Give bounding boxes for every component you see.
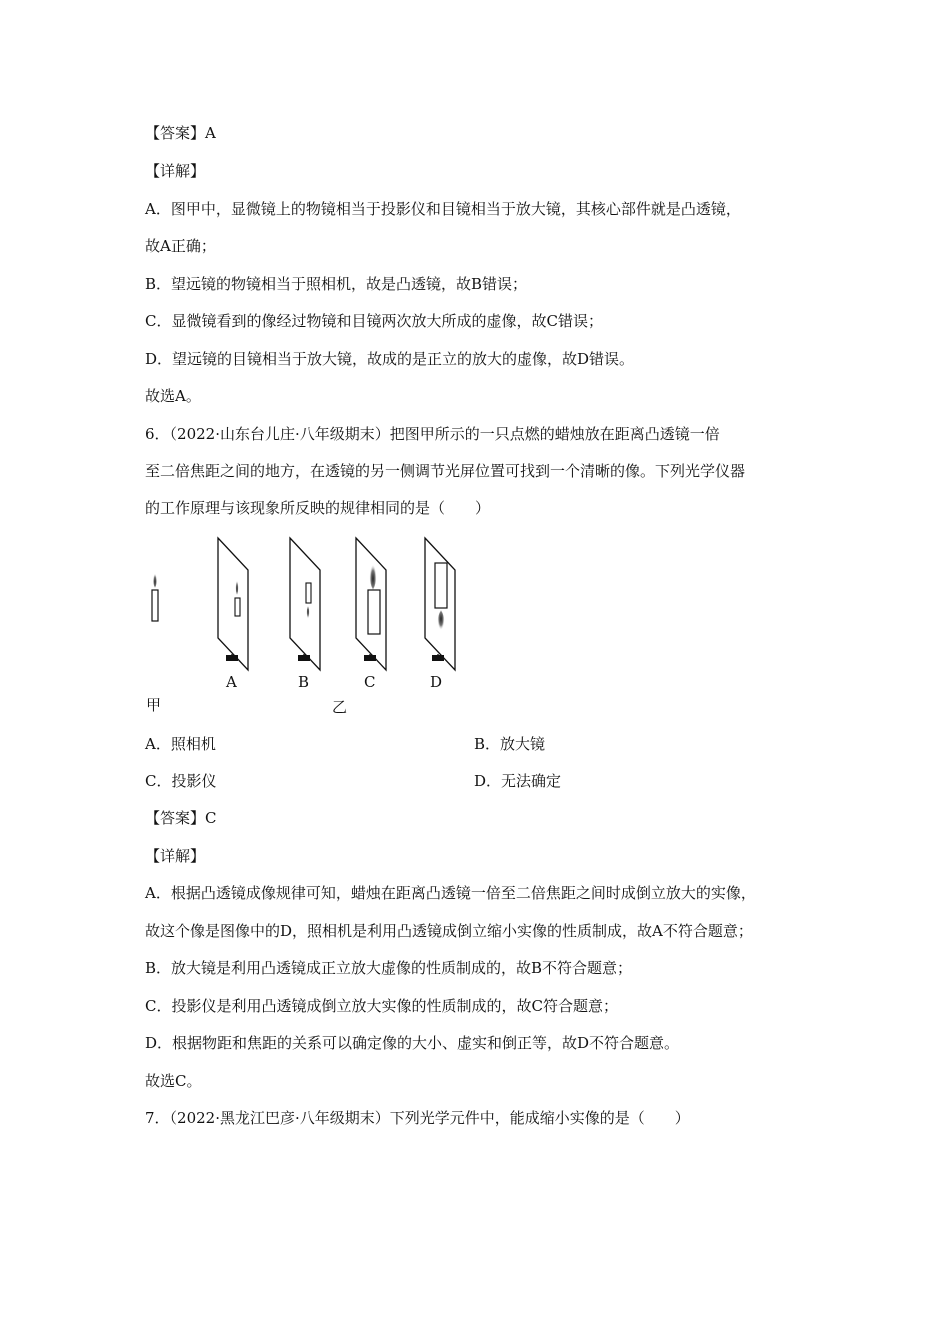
screen-label-b: B	[298, 673, 310, 691]
q6-conclusion: 故选C。	[145, 1072, 202, 1090]
candle-jia-body	[152, 590, 158, 621]
q7-stem: 7．（2022·黑龙江巴彦·八年级期末）下列光学元件中，能成缩小实像的是（ ）	[145, 1109, 690, 1127]
q5-detail-line-5: D．望远镜的目镜相当于放大镜，故成的是正立的放大的虚像，故D错误。	[145, 350, 635, 368]
q6-detail-line-2: 故这个像是图像中的D，照相机是利用凸透镜成倒立缩小实像的性质制成，故A不符合题意；	[145, 922, 753, 940]
q6-stem-line-3: 的工作原理与该现象所反映的规律相同的是（ ）	[145, 499, 491, 517]
option-d: D．无法确定	[474, 772, 562, 790]
q5-detail-line-1: A．图甲中，显微镜上的物镜相当于投影仪和目镜相当于放大镜，其核心部件就是凸透镜，	[145, 200, 741, 218]
q6-detail-line-4: C．投影仪是利用凸透镜成倒立放大实像的性质制成的，故C符合题意；	[145, 997, 618, 1015]
q6-detail-heading: 【详解】	[145, 847, 206, 865]
figure-label-yi: 乙	[332, 698, 348, 716]
q5-answer: 【答案】A	[145, 124, 216, 142]
screen-c	[356, 538, 386, 670]
screen-d	[425, 538, 455, 670]
option-c: C．投影仪	[145, 772, 217, 790]
screen-a	[218, 538, 248, 670]
candle-jia	[152, 572, 158, 621]
q6-answer: 【答案】C	[145, 809, 217, 827]
screen-a-image	[235, 598, 240, 616]
q6-stem-line-2: 至二倍焦距之间的地方，在透镜的另一侧调节光屏位置可找到一个清晰的像。下列光学仪器	[145, 462, 746, 480]
figure-label-jia: 甲	[146, 696, 162, 714]
screen-label-a: A	[226, 673, 237, 691]
screen-label-d: D	[430, 673, 443, 691]
screen-d-image	[435, 563, 447, 608]
screen-b-image	[306, 583, 311, 603]
q6-detail-line-5: D．根据物距和焦距的关系可以确定像的大小、虚实和倒正等，故D不符合题意。	[145, 1034, 680, 1052]
q5-detail-line-2: 故A正确；	[145, 237, 216, 255]
candle-figure-svg	[140, 532, 480, 717]
option-b: B．放大镜	[474, 735, 546, 753]
screen-c-image	[368, 590, 380, 634]
candle-jia-flame	[153, 572, 157, 588]
q5-detail-heading: 【详解】	[145, 162, 206, 180]
q5-conclusion: 故选A。	[145, 387, 201, 405]
q5-detail-line-3: B．望远镜的物镜相当于照相机，故是凸透镜，故B错误；	[145, 275, 528, 293]
q6-detail-line-1: A．根据凸透镜成像规律可知，蜡烛在距离凸透镜一倍至二倍焦距之间时成倒立放大的实像，	[145, 884, 756, 902]
q5-detail-line-4: C．显微镜看到的像经过物镜和目镜两次放大所成的虚像，故C错误；	[145, 312, 603, 330]
candle-figure	[140, 532, 480, 717]
option-a: A．照相机	[145, 735, 216, 753]
screen-b	[290, 538, 320, 670]
screen-label-c: C	[364, 673, 376, 691]
q6-stem-line-1: 6．（2022·山东台儿庄·八年级期末）把图甲所示的一只点燃的蜡烛放在距离凸透镜一倍	[145, 425, 720, 443]
q6-detail-line-3: B．放大镜是利用凸透镜成正立放大虚像的性质制成的，故B不符合题意；	[145, 959, 633, 977]
